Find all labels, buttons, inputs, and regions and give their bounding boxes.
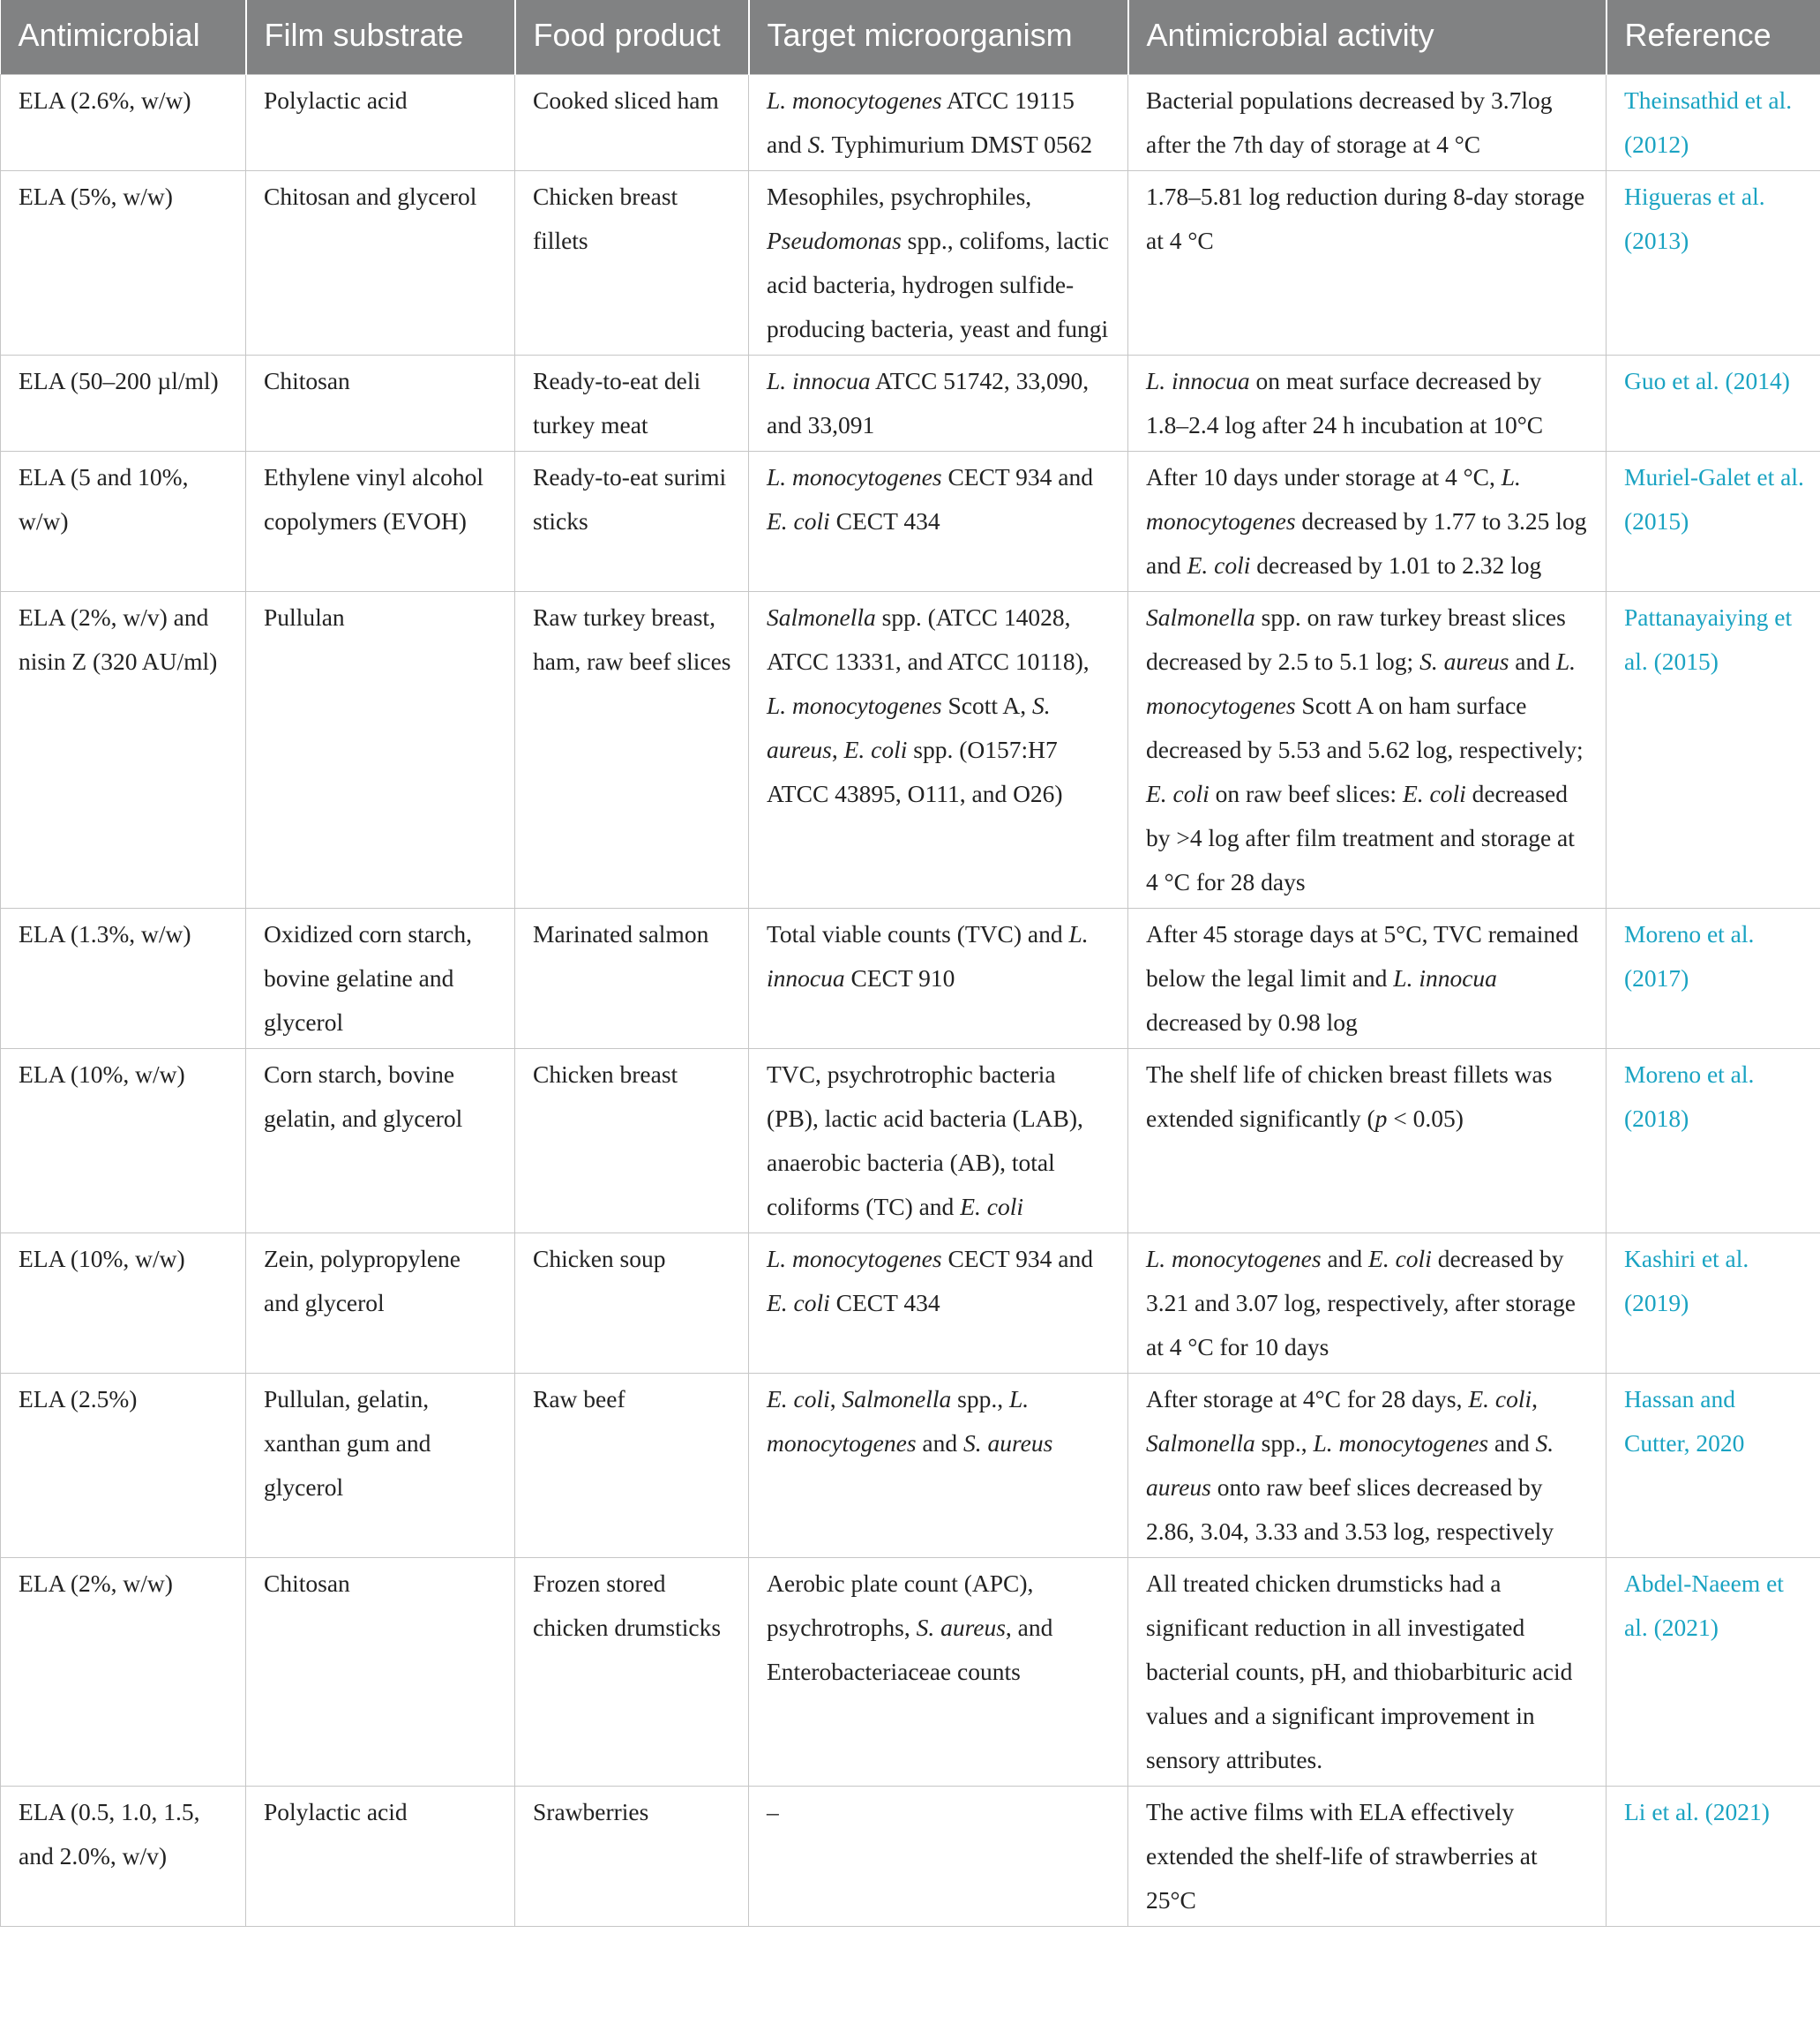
cell-food-product: Frozen stored chicken drumsticks <box>515 1557 749 1786</box>
cell-antimicrobial-activity: 1.78–5.81 log reduction during 8-day storage at 4 °C <box>1128 170 1607 355</box>
table-row <box>1 355 1820 451</box>
header-food-product: Food product <box>515 0 749 74</box>
table-row <box>1 591 1820 908</box>
cell-target-microorganism: TVC, psychrotrophic bacteria (PB), lactic acid bacteria (LAB), anaerobic bacteria (AB), total coliforms (TC) and E. coli <box>749 1048 1128 1233</box>
reference-link[interactable]: Moreno et al. (2018) <box>1607 1048 1820 1233</box>
cell-target-microorganism: Salmonella spp. (ATCC 14028, ATCC 13331, and ATCC 10118), L. monocytogenes Scott A, S. aureus, E. coli spp. (O157:H7 ATCC 43895, O111, and O26) <box>749 591 1128 908</box>
cell-antimicrobial-activity: L. innocua on meat surface decreased by 1.8–2.4 log after 24 h incubation at 10°C <box>1128 355 1607 451</box>
cell-antimicrobial: ELA (1.3%, w/w) <box>1 908 246 1048</box>
cell-food-product: Chicken breast fillets <box>515 170 749 355</box>
table-row <box>1 1233 1820 1373</box>
cell-target-microorganism: – <box>749 1786 1128 1926</box>
cell-antimicrobial: ELA (5 and 10%, w/w) <box>1 451 246 591</box>
reference-link[interactable]: Pattanayaiying et al. (2015) <box>1607 591 1820 908</box>
reference-link[interactable]: Abdel-Naeem et al. (2021) <box>1607 1557 1820 1786</box>
cell-food-product: Chicken breast <box>515 1048 749 1233</box>
cell-film-substrate: Pullulan <box>246 591 515 908</box>
cell-food-product: Srawberries <box>515 1786 749 1926</box>
cell-antimicrobial-activity: After 45 storage days at 5°C, TVC remained below the legal limit and L. innocua decreased by 0.98 log <box>1128 908 1607 1048</box>
reference-link[interactable]: Theinsathid et al. (2012) <box>1607 74 1820 170</box>
cell-target-microorganism: Total viable counts (TVC) and L. innocua CECT 910 <box>749 908 1128 1048</box>
cell-film-substrate: Corn starch, bovine gelatin, and glycerol <box>246 1048 515 1233</box>
cell-target-microorganism: L. monocytogenes ATCC 19115 and S. Typhimurium DMST 0562 <box>749 74 1128 170</box>
table-row <box>1 1048 1820 1233</box>
cell-target-microorganism: L. monocytogenes CECT 934 and E. coli CECT 434 <box>749 451 1128 591</box>
header-target-microorganism: Target microorganism <box>749 0 1128 74</box>
cell-food-product: Cooked sliced ham <box>515 74 749 170</box>
table-header <box>1 0 1820 74</box>
header-film-substrate: Film substrate <box>246 0 515 74</box>
table-row <box>1 1373 1820 1557</box>
cell-food-product: Raw turkey breast, ham, raw beef slices <box>515 591 749 908</box>
cell-antimicrobial: ELA (10%, w/w) <box>1 1048 246 1233</box>
cell-antimicrobial-activity: Bacterial populations decreased by 3.7log after the 7th day of storage at 4 °C <box>1128 74 1607 170</box>
reference-link[interactable]: Higueras et al. (2013) <box>1607 170 1820 355</box>
cell-film-substrate: Chitosan <box>246 355 515 451</box>
cell-film-substrate: Polylactic acid <box>246 74 515 170</box>
cell-antimicrobial-activity: The shelf life of chicken breast fillets was extended significantly (p < 0.05) <box>1128 1048 1607 1233</box>
cell-film-substrate: Zein, polypropylene and glycerol <box>246 1233 515 1373</box>
reference-link[interactable]: Guo et al. (2014) <box>1607 355 1820 451</box>
cell-antimicrobial: ELA (0.5, 1.0, 1.5, and 2.0%, w/v) <box>1 1786 246 1926</box>
cell-target-microorganism: Mesophiles, psychrophiles, Pseudomonas spp., colifoms, lactic acid bacteria, hydrogen sulfide-producing bacteria, yeast and fungi <box>749 170 1128 355</box>
table-row <box>1 451 1820 591</box>
cell-target-microorganism: E. coli, Salmonella spp., L. monocytogenes and S. aureus <box>749 1373 1128 1557</box>
cell-film-substrate: Chitosan <box>246 1557 515 1786</box>
cell-film-substrate: Polylactic acid <box>246 1786 515 1926</box>
reference-link[interactable]: Muriel-Galet et al. (2015) <box>1607 451 1820 591</box>
reference-link[interactable]: Moreno et al. (2017) <box>1607 908 1820 1048</box>
cell-film-substrate: Pullulan, gelatin, xanthan gum and glycerol <box>246 1373 515 1557</box>
cell-antimicrobial-activity: All treated chicken drumsticks had a significant reduction in all investigated bacterial counts, pH, and thiobarbituric acid values and a significant improvement in sensory attributes. <box>1128 1557 1607 1786</box>
table-body <box>1 74 1820 1926</box>
cell-target-microorganism: L. innocua ATCC 51742, 33,090, and 33,091 <box>749 355 1128 451</box>
table-row <box>1 908 1820 1048</box>
cell-food-product: Chicken soup <box>515 1233 749 1373</box>
cell-food-product: Raw beef <box>515 1373 749 1557</box>
cell-antimicrobial: ELA (5%, w/w) <box>1 170 246 355</box>
cell-film-substrate: Chitosan and glycerol <box>246 170 515 355</box>
cell-food-product: Ready-to-eat deli turkey meat <box>515 355 749 451</box>
reference-link[interactable]: Kashiri et al. (2019) <box>1607 1233 1820 1373</box>
table-row <box>1 1786 1820 1926</box>
header-antimicrobial: Antimicrobial <box>1 0 246 74</box>
cell-antimicrobial: ELA (2.5%) <box>1 1373 246 1557</box>
cell-food-product: Ready-to-eat surimi sticks <box>515 451 749 591</box>
reference-link[interactable]: Li et al. (2021) <box>1607 1786 1820 1926</box>
cell-antimicrobial-activity: After storage at 4°C for 28 days, E. coli, Salmonella spp., L. monocytogenes and S. aureus onto raw beef slices decreased by 2.86, 3.04, 3.33 and 3.53 log, respectively <box>1128 1373 1607 1557</box>
cell-antimicrobial: ELA (10%, w/w) <box>1 1233 246 1373</box>
header-antimicrobial-activity: Antimicrobial activity <box>1128 0 1607 74</box>
table-row <box>1 1557 1820 1786</box>
reference-link[interactable]: Hassan and Cutter, 2020 <box>1607 1373 1820 1557</box>
cell-food-product: Marinated salmon <box>515 908 749 1048</box>
cell-antimicrobial: ELA (2%, w/w) <box>1 1557 246 1786</box>
cell-antimicrobial-activity: Salmonella spp. on raw turkey breast slices decreased by 2.5 to 5.1 log; S. aureus and L. monocytogenes Scott A on ham surface decreased by 5.53 and 5.62 log, respectively; E. coli on raw beef slices: E. coli decreased by >4 log after film treatment and storage at 4 °C for 28 days <box>1128 591 1607 908</box>
table-row <box>1 74 1820 170</box>
cell-antimicrobial-activity: After 10 days under storage at 4 °C, L. monocytogenes decreased by 1.77 to 3.25 log and E. coli decreased by 1.01 to 2.32 log <box>1128 451 1607 591</box>
table-row <box>1 170 1820 355</box>
cell-antimicrobial-activity: The active films with ELA effectively extended the shelf-life of strawberries at 25°C <box>1128 1786 1607 1926</box>
cell-film-substrate: Ethylene vinyl alcohol copolymers (EVOH) <box>246 451 515 591</box>
header-reference: Reference <box>1607 0 1820 74</box>
cell-antimicrobial: ELA (50–200 µl/ml) <box>1 355 246 451</box>
header-row <box>1 0 1820 74</box>
cell-target-microorganism: L. monocytogenes CECT 934 and E. coli CECT 434 <box>749 1233 1128 1373</box>
cell-antimicrobial: ELA (2.6%, w/w) <box>1 74 246 170</box>
cell-antimicrobial-activity: L. monocytogenes and E. coli decreased by 3.21 and 3.07 log, respectively, after storage at 4 °C for 10 days <box>1128 1233 1607 1373</box>
cell-film-substrate: Oxidized corn starch, bovine gelatine and glycerol <box>246 908 515 1048</box>
cell-antimicrobial: ELA (2%, w/v) and nisin Z (320 AU/ml) <box>1 591 246 908</box>
cell-target-microorganism: Aerobic plate count (APC), psychrotrophs, S. aureus, and Enterobacteriaceae counts <box>749 1557 1128 1786</box>
